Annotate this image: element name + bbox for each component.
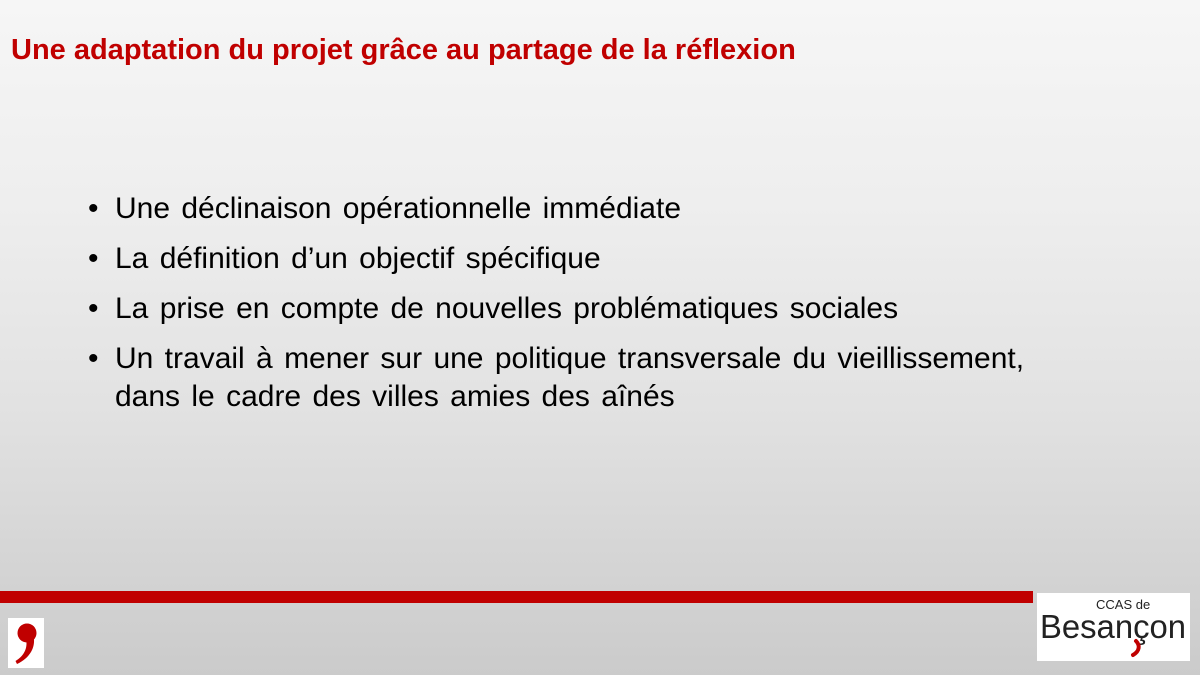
logo-line2: Besançon: [1040, 608, 1186, 645]
bullet-dot: •: [88, 292, 99, 325]
comma-logo-icon: [8, 618, 44, 668]
comma-logo-svg: [8, 618, 44, 668]
footer-red-bar: [0, 591, 1033, 603]
bullet-item: [88, 290, 1048, 328]
ccas-besancon-logo: [1037, 593, 1190, 661]
bullet-item: [88, 190, 1048, 228]
bullet-item: [88, 340, 1048, 416]
bullet-text: La définition d’un objectif spécifique: [115, 242, 601, 275]
logo-line1: CCAS de: [1096, 597, 1151, 612]
bullet-list: [88, 190, 1048, 428]
bullet-dot: •: [88, 242, 99, 275]
slide-title: Une adaptation du projet grâce au partage de la réflexion: [11, 34, 796, 66]
bullet-dot: •: [88, 192, 99, 225]
bullet-text: Un travail à mener sur une politique transversale du vieillissement, dans le cadre des villes amies des aînés: [115, 342, 1025, 413]
ccas-logo-svg: [1037, 593, 1190, 661]
bullet-item: [88, 240, 1048, 278]
bullet-text: La prise en compte de nouvelles problématiques sociales: [115, 292, 899, 325]
bullet-text: Une déclinaison opérationnelle immédiate: [115, 192, 682, 225]
bullet-dot: •: [88, 342, 99, 375]
